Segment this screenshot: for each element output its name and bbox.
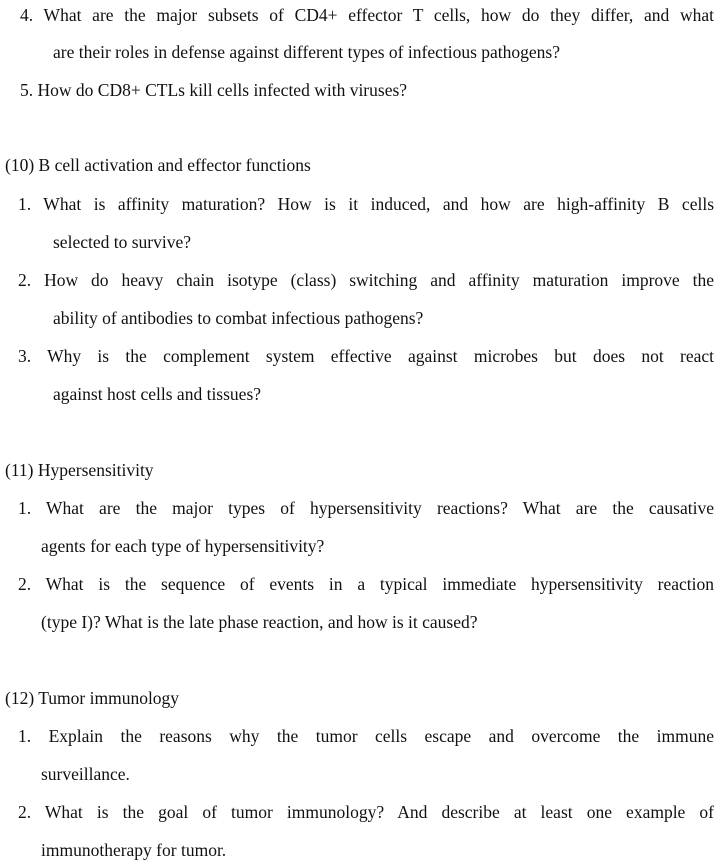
section-heading-b-cell: (10) B cell activation and effector functions xyxy=(5,155,311,175)
question-10-3-line-2: against host cells and tissues? xyxy=(53,384,262,404)
question-12-1-line-1: 1. Explain the reasons why the tumor cells escape and overcome the immune xyxy=(18,726,714,746)
question-11-1-line-1: 1. What are the major types of hypersensitivity reactions? What are the causative xyxy=(18,498,714,518)
section-heading-hypersensitivity: (11) Hypersensitivity xyxy=(5,460,154,480)
question-11-2-line-2: (type I)? What is the late phase reaction, and how is it caused? xyxy=(41,612,478,632)
question-10-1-line-1: 1. What is affinity maturation? How is it induced, and how are high-affinity B cells xyxy=(18,194,714,214)
question-10-1-line-2: selected to survive? xyxy=(53,232,192,252)
question-9-5-line-1: 5. How do CD8+ CTLs kill cells infected with viruses? xyxy=(20,80,408,100)
question-10-2-line-2: ability of antibodies to combat infectious pathogens? xyxy=(53,308,424,328)
question-9-4-line-1: 4. What are the major subsets of CD4+ effector T cells, how do they differ, and what xyxy=(20,5,714,25)
question-12-2-line-1: 2. What is the goal of tumor immunology? And describe at least one example of xyxy=(18,802,714,822)
section-heading-tumor-immunology: (12) Tumor immunology xyxy=(5,688,180,708)
question-11-1-line-2: agents for each type of hypersensitivity? xyxy=(41,536,325,556)
question-12-2-line-2: immunotherapy for tumor. xyxy=(41,840,227,860)
question-12-1-line-2: surveillance. xyxy=(41,764,130,784)
question-9-4-line-2: are their roles in defense against different types of infectious pathogens? xyxy=(53,42,560,62)
question-10-3-line-1: 3. Why is the complement system effective against microbes but does not react xyxy=(18,346,714,366)
question-10-2-line-1: 2. How do heavy chain isotype (class) switching and affinity maturation improve the xyxy=(18,270,714,290)
question-11-2-line-1: 2. What is the sequence of events in a typical immediate hypersensitivity reaction xyxy=(18,574,714,594)
